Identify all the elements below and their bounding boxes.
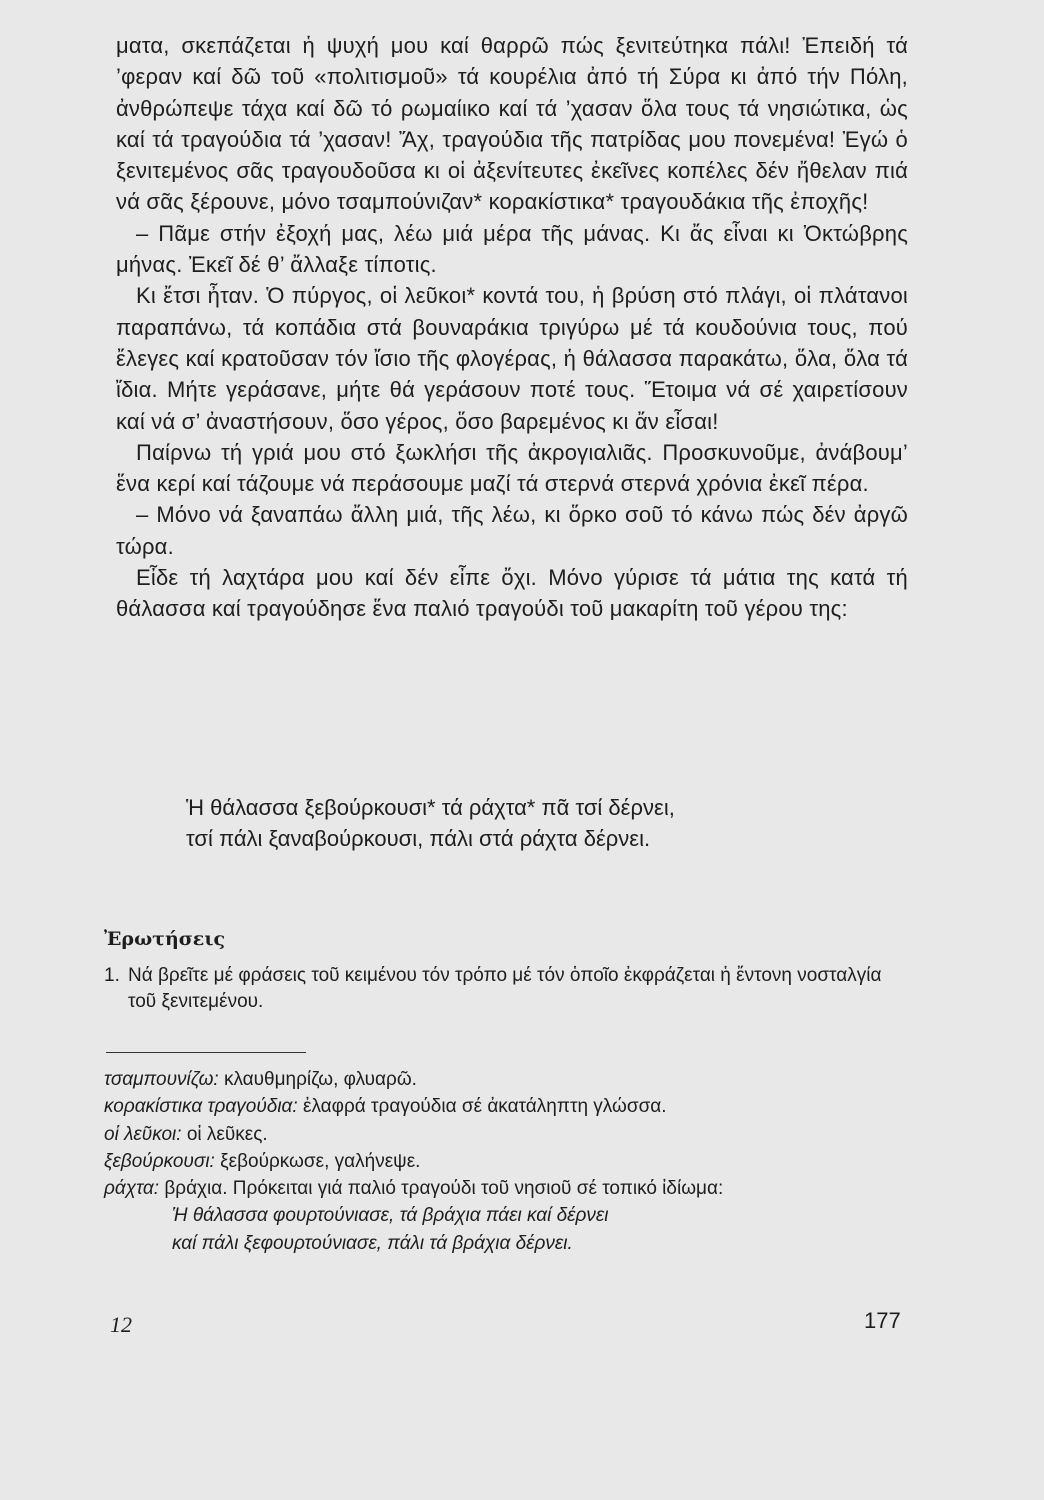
glossary-definition: ἐλαφρά τραγούδια σέ ἀκατάληπτη γλώσσα. xyxy=(302,1096,667,1118)
paragraph: Παίρνω τή γριά μου στό ξωκλήσι τῆς ἀκρογιαλιᾶς. Προσκυνοῦμε, ἀνάβουμ’ ἕνα κερί καί τάζουμε νά περάσουμε μαζί τά στερνά στερνά χρόνια ἐκεῖ πέρα. xyxy=(116,439,908,497)
glossary-term: οἱ λεῦκοι: xyxy=(104,1123,182,1145)
glossary-definition: βράχια. Πρόκειται γιά παλιό τραγούδι τοῦ νησιοῦ σέ τοπικό ἰδίωμα: xyxy=(164,1178,724,1200)
glossary-entry xyxy=(104,1066,916,1093)
glossary-term: τσαμπουνίζω: xyxy=(104,1069,219,1090)
glossary-term: ξεβούρκουσι: xyxy=(104,1150,215,1172)
paragraph: Εἶδε τή λαχτάρα μου καί δέν εἶπε ὄχι. Μόνο γύρισε τά μάτια της κατά τή θάλασσα καί τραγούδησε ἕνα παλιό τραγούδι τοῦ μακαρίτη τοῦ γέρου της: xyxy=(116,565,908,622)
questions-heading: Ἐρωτήσεις xyxy=(104,928,226,950)
glossary-entry xyxy=(104,1175,916,1202)
footnote-divider xyxy=(106,1052,306,1053)
glossary-definition: ξεβούρκωσε, γαλήνεψε. xyxy=(220,1150,421,1172)
glossary-term: κορακίστικα τραγούδια: xyxy=(104,1096,298,1118)
paragraph: – Πᾶμε στήν ἐξοχή μας, λέω μιά μέρα τῆς μάνας. Κι ἄς εἶναι κι Ὀκτώβρης μήνας. Ἐκεῖ δέ θ’ ἄλλαξε τίποτις. xyxy=(116,220,908,278)
question-item xyxy=(104,963,912,1015)
paragraph: Κι ἔτσι ἦταν. Ὁ πύργος, οἱ λεῦκοι* κοντά του, ἡ βρύση στό πλάγι, οἱ πλάτανοι παραπάνω, τά κοπάδια στά βουναράκια τριγύρω μέ τά κουδούνια τους, πού ἔλεγες καί κρατοῦσαν τόν ἴσιο τῆς φλογέρας, ἡ θάλασσα παρακάτω, ὅλα, ὅλα τά ἴδια. Μήτε γεράσανε, μήτε θά γεράσουν ποτέ τους. Ἕτοιμα νά σέ χαιρετίσουν καί νά σ’ ἀναστήσουν, ὅσο γέρος, ὅσο βαρεμένος κι ἄν εἶσαι! xyxy=(116,283,908,434)
glossary-definition: κλαυθμηρίζω, φλυαρῶ. xyxy=(223,1069,417,1090)
paragraph: ματα, σκεπάζεται ἡ ψυχή μου καί θαρρῶ πώς ξενιτεύτηκα πάλι! Ἐπειδή τά ’φεραν καί δῶ τοῦ «πολιτισμοῦ» τά κουρέλια ἀπό τή Σύρα κι ἀπό τήν Πόλη, ἀνθρώπεψε τάχα καί δῶ τό ρωμαίικο καί τά ’χασαν ὅλα τους τά νησιώτικα, ὡς καί τά τραγούδια τά ’χασαν! Ἄχ, τραγούδια τῆς πατρίδας μου πονεμένα! Ἐγώ ὁ ξενιτεμένος σᾶς τραγουδοῦσα κι οἱ ἀξενίτευτες ἐκεῖνες κοπέλες δέν ἤθελαν πιά νά σᾶς ξέρουνε, μόνο τσαμπούνιζαν* κορακίστικα* τραγουδάκια τῆς ἐποχῆς! xyxy=(116,33,908,215)
verse-line: τσί πάλι ξαναβούρκουσι, πάλι στά ράχτα δέρνει. xyxy=(186,826,651,851)
glossary-term: ράχτα: xyxy=(104,1178,160,1200)
glossary-entry xyxy=(104,1148,916,1175)
verse-line: Ἡ θάλασσα ξεβούρκουσι* τά ράχτα* πᾶ τσί δέρνει, xyxy=(186,795,675,820)
glossary-quote-line: καί πάλι ξεφουρτούνιασε, πάλι τά βράχια δέρνει. xyxy=(172,1232,573,1254)
main-text xyxy=(116,30,908,625)
paragraph: – Μόνο νά ξαναπάω ἄλλη μιά, τῆς λέω, κι ὅρκο σοῦ τό κάνω πώς δέν ἀργῶ τώρα. xyxy=(116,502,908,559)
glossary-quote-line: Ἡ θάλασσα φουρτούνιασε, τά βράχια πάει καί δέρνει xyxy=(172,1205,609,1227)
question-number: 1. xyxy=(104,965,120,986)
glossary-definition: οἱ λεῦκες. xyxy=(186,1123,268,1145)
page-number: 177 xyxy=(864,1308,901,1333)
glossary-entry xyxy=(104,1093,916,1120)
glossary xyxy=(104,1066,916,1257)
question-text: Νά βρεῖτε μέ φράσεις τοῦ κειμένου τόν τρόπο μέ τόν ὁποῖο ἐκφράζεται ἡ ἔντονη νοσταλγία τοῦ ξενιτεμένου. xyxy=(128,965,882,1012)
glossary-entry xyxy=(104,1121,916,1148)
signature-mark: 12 xyxy=(110,1312,132,1337)
song-verse xyxy=(186,792,826,854)
